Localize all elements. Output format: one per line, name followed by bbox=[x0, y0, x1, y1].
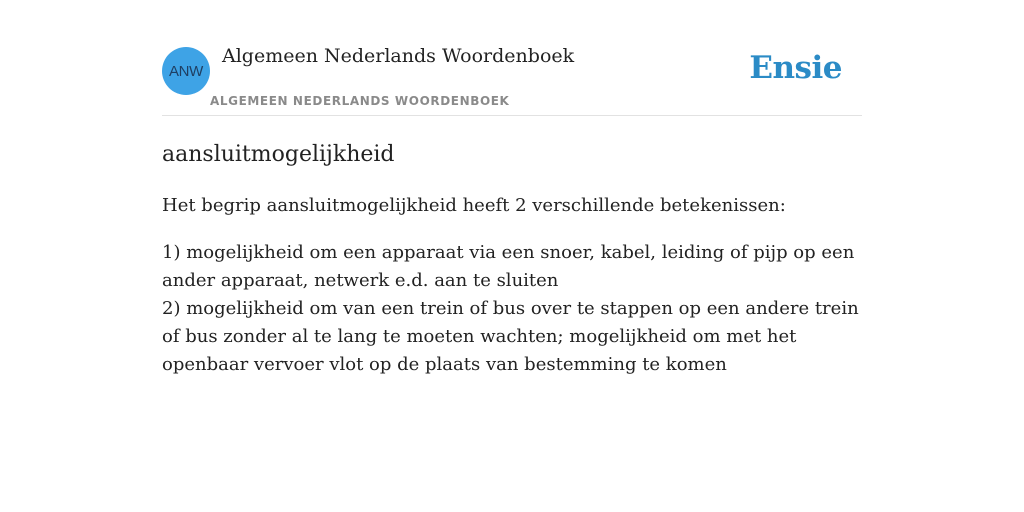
definition-item: 2) mogelijkheid om van een trein of bus over te stappen op een andere trein of bus zonder al te lang te moeten wachten; mogelijkheid om met het openbaar vervoer vlot op de plaats van bestemming te komen bbox=[162, 298, 859, 375]
headword: aansluitmogelijkheid bbox=[162, 142, 395, 167]
anw-logo[interactable]: ANW bbox=[162, 47, 210, 95]
site-title[interactable]: Algemeen Nederlands Woordenboek bbox=[222, 45, 575, 67]
site-subtitle: ALGEMEEN NEDERLANDS WOORDENBOEK bbox=[210, 94, 510, 108]
ensie-brand-logo[interactable]: Ensie bbox=[749, 50, 842, 86]
definition-item: 1) mogelijkheid om een apparaat via een snoer, kabel, leiding of pijp op een ander apparaat, netwerk e.d. aan te sluiten bbox=[162, 242, 855, 291]
entry-content bbox=[162, 139, 862, 379]
definition-list bbox=[162, 239, 862, 379]
header bbox=[162, 0, 862, 116]
entry-intro: Het begrip aansluitmogelijkheid heeft 2 verschillende betekenissen: bbox=[162, 195, 786, 216]
